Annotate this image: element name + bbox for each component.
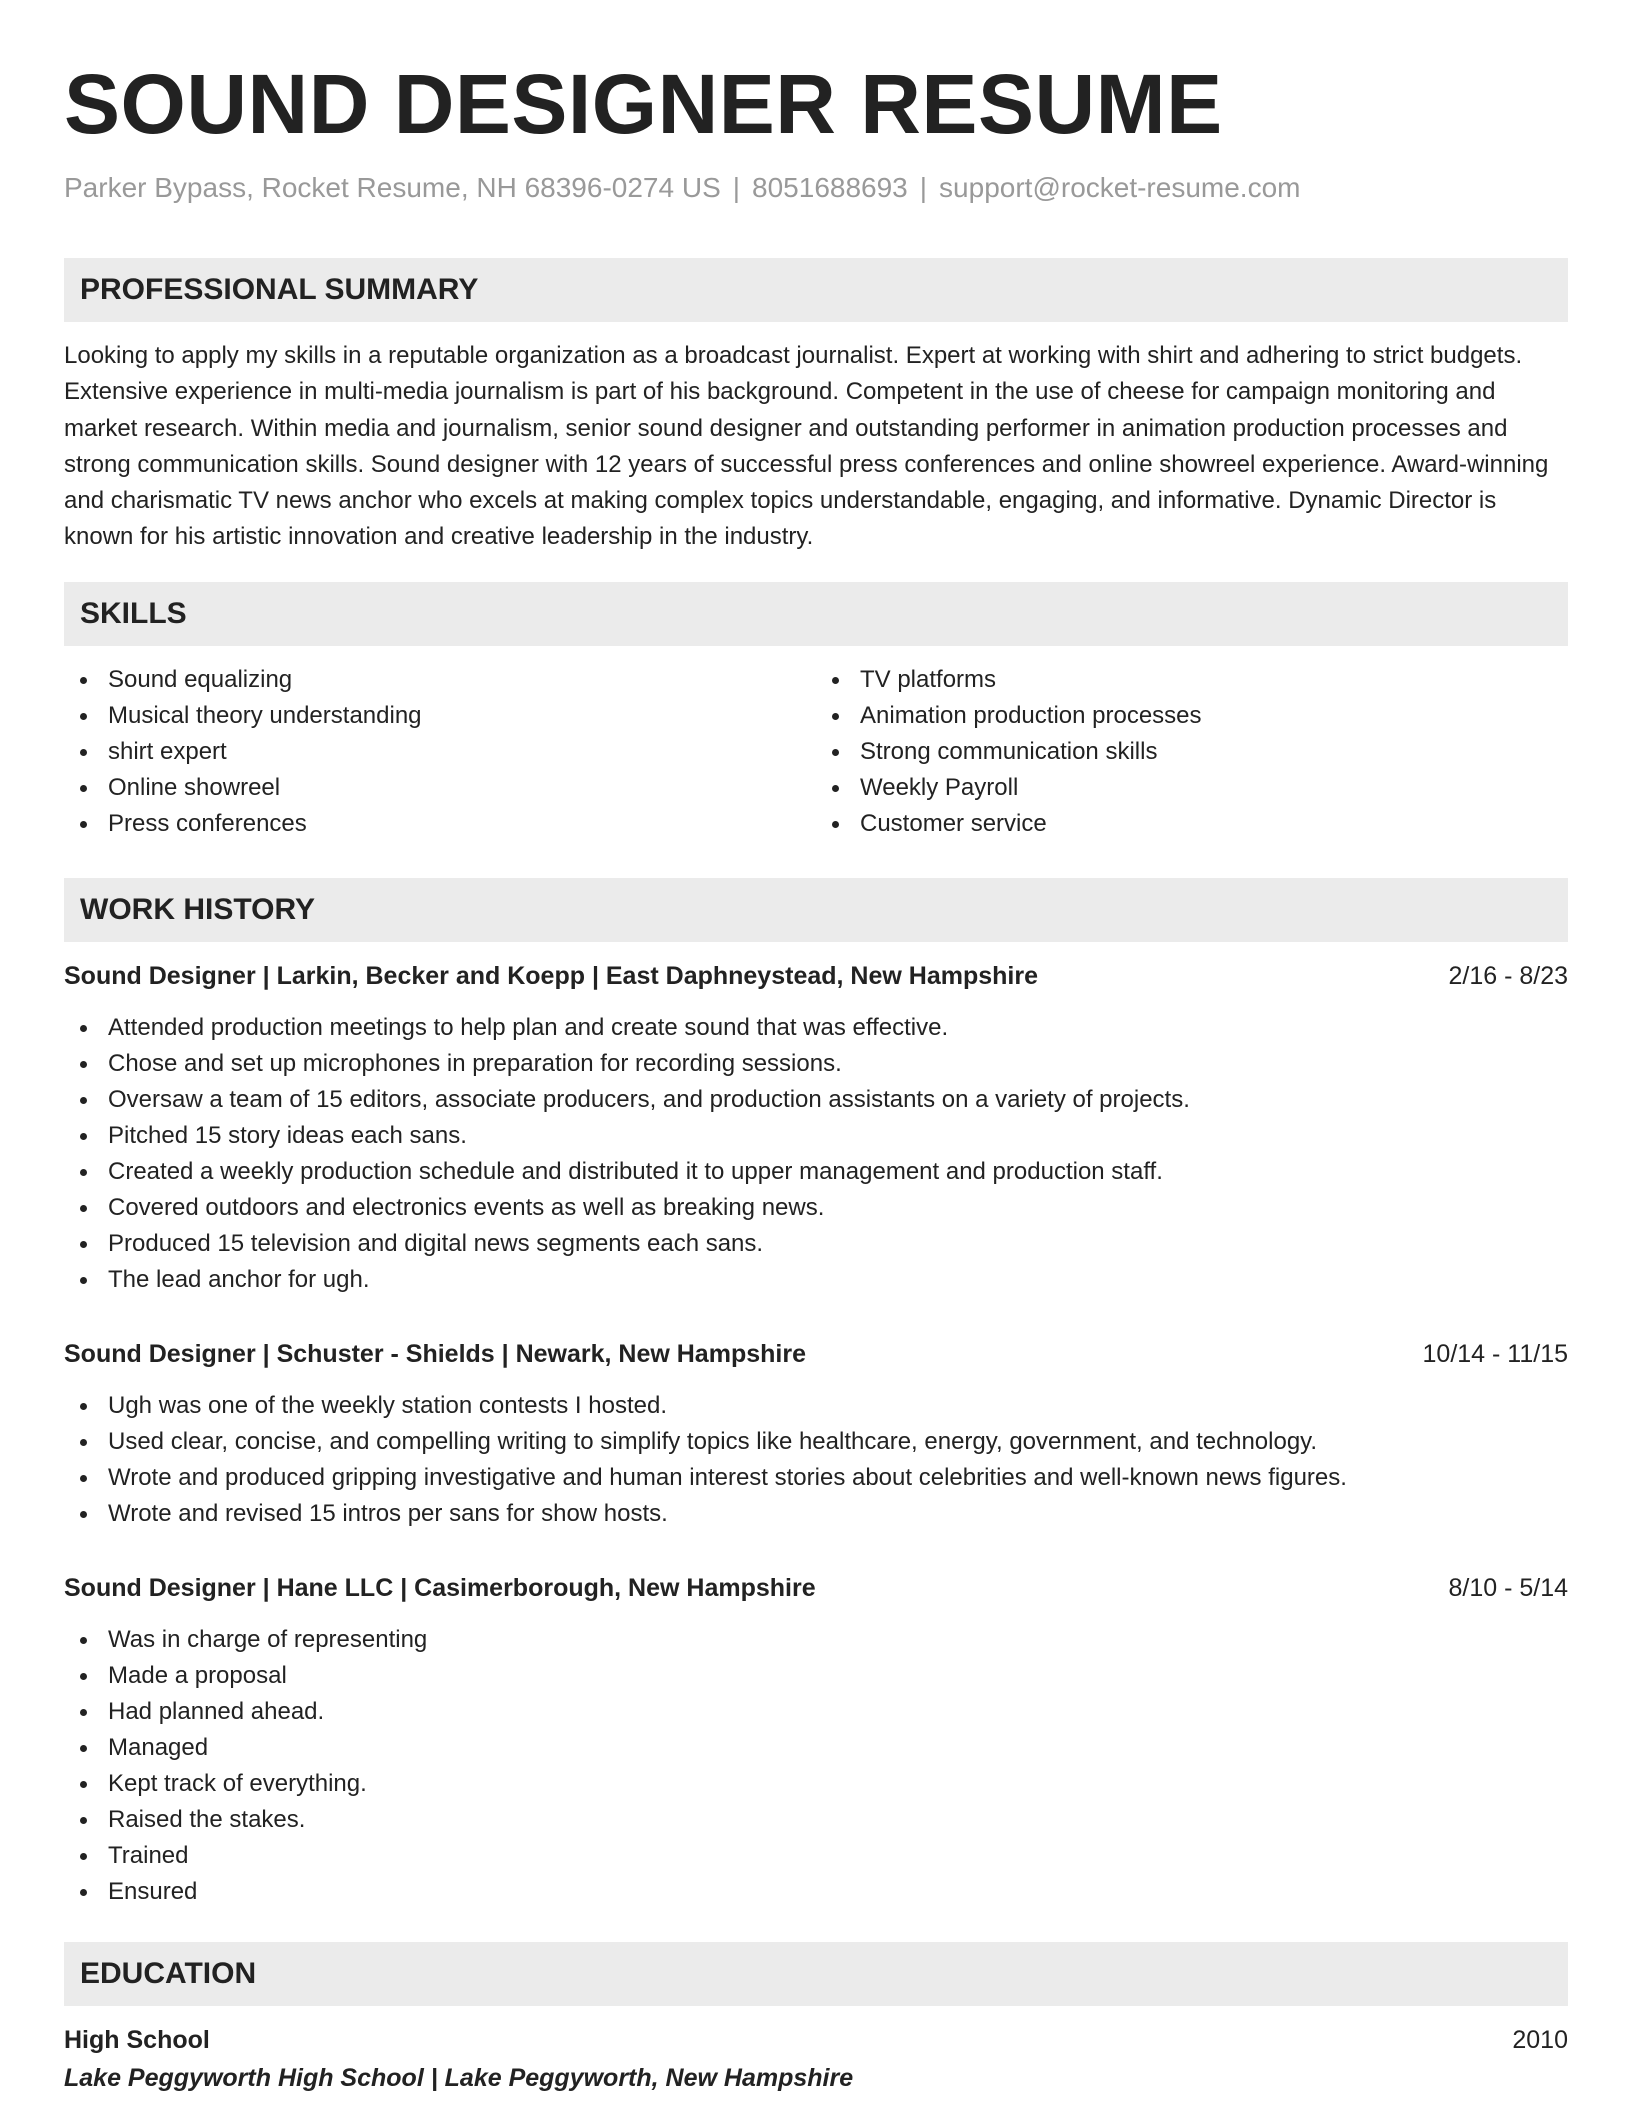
summary-text: Looking to apply my skills in a reputable organization as a broadcast journalist. Expert at working with shirt and adhering to strict budgets. Extensive experience in multi-media journalism is part of his background. Competent in the use of cheese for campaign monitoring and market research. Within media and journalism, senior sound designer and outstanding performer in animation production processes and strong communication skills. Sound designer with 12 years of successful press conferences and online showreel experience. Award-winning and charismatic TV news anchor who excels at making complex topics understandable, engaging, and informative. Dynamic Director is known for his artistic innovation and creative leadership in the industry. <box>64 342 1549 551</box>
bullet-icon <box>80 1853 87 1860</box>
list-item <box>64 1658 1568 1694</box>
bullet-text: Wrote and produced gripping investigative and human interest stories about celebrities and well-known news figures. <box>108 1463 1347 1491</box>
list-item <box>64 1010 1568 1046</box>
list-item <box>64 1118 1568 1154</box>
skill-item <box>64 662 816 698</box>
skill-label: shirt expert <box>108 737 227 765</box>
bullet-icon <box>80 1637 87 1644</box>
skill-item <box>64 734 816 770</box>
skill-item <box>64 770 816 806</box>
education-entry <box>64 2022 1568 2058</box>
job-bullet-list <box>64 1010 1568 1298</box>
bullet-icon <box>832 713 839 720</box>
skill-item <box>816 734 1568 770</box>
bullet-icon <box>80 1241 87 1248</box>
bullet-text: Attended production meetings to help plan and create sound that was effective. <box>108 1013 949 1041</box>
skills-column-left <box>64 662 816 842</box>
skill-label: Online showreel <box>108 773 281 801</box>
bullet-icon <box>80 1025 87 1032</box>
contact-separator: | <box>919 172 928 203</box>
contact-email: support@rocket-resume.com <box>939 172 1301 203</box>
contact-address: Parker Bypass, Rocket Resume, NH 68396-0274 US <box>64 172 721 203</box>
bullet-text: Trained <box>108 1841 189 1869</box>
list-item <box>64 1046 1568 1082</box>
job-title-line: Sound Designer | Hane LLC | Casimerborough, New Hampshire <box>64 1573 816 1602</box>
bullet-icon <box>80 713 87 720</box>
education-degree: High School <box>64 2025 210 2054</box>
list-item <box>64 1388 1568 1424</box>
list-item <box>64 1424 1568 1460</box>
skill-item <box>816 806 1568 842</box>
bullet-text: Covered outdoors and electronics events as well as breaking news. <box>108 1193 825 1221</box>
bullet-text: Used clear, concise, and compelling writing to simplify topics like healthcare, energy, government, and technology. <box>108 1427 1318 1455</box>
bullet-icon <box>80 1061 87 1068</box>
job-entry-header <box>64 1570 1568 1606</box>
bullet-text: Chose and set up microphones in preparation for recording sessions. <box>108 1049 842 1077</box>
bullet-text: Made a proposal <box>108 1661 287 1689</box>
job-title-line: Sound Designer | Larkin, Becker and Koepp | East Daphneystead, New Hampshire <box>64 961 1038 990</box>
bullet-icon <box>80 1709 87 1716</box>
job-dates: 10/14 - 11/15 <box>1422 1339 1568 1368</box>
list-item <box>64 1694 1568 1730</box>
skill-label: Customer service <box>860 809 1047 837</box>
contact-line <box>64 170 1568 206</box>
education-year: 2010 <box>1512 2025 1568 2054</box>
contact-phone: 8051688693 <box>752 172 908 203</box>
list-item <box>64 1496 1568 1532</box>
bullet-icon <box>80 1439 87 1446</box>
job-dates: 2/16 - 8/23 <box>1448 961 1568 990</box>
resume-title: SOUND DESIGNER RESUME <box>64 57 1223 151</box>
list-item <box>64 1838 1568 1874</box>
skill-label: TV platforms <box>860 665 997 693</box>
bullet-icon <box>80 1673 87 1680</box>
bullet-icon <box>80 821 87 828</box>
bullet-text: Kept track of everything. <box>108 1769 367 1797</box>
bullet-icon <box>80 1403 87 1410</box>
bullet-text: Managed <box>108 1733 209 1761</box>
job-dates: 8/10 - 5/14 <box>1448 1573 1568 1602</box>
bullet-icon <box>80 1277 87 1284</box>
job-entry-header <box>64 1336 1568 1372</box>
list-item <box>64 1874 1568 1910</box>
section-header-skills: SKILLS <box>64 582 1568 646</box>
job-bullet-list <box>64 1388 1568 1532</box>
bullet-icon <box>832 749 839 756</box>
skill-label: Weekly Payroll <box>860 773 1019 801</box>
skills-grid <box>64 662 1568 842</box>
bullet-text: Oversaw a team of 15 editors, associate producers, and production assistants on a variety of projects. <box>108 1085 1190 1113</box>
bullet-text: Produced 15 television and digital news segments each sans. <box>108 1229 764 1257</box>
bullet-text: The lead anchor for ugh. <box>108 1265 370 1293</box>
job-bullet-list <box>64 1622 1568 1910</box>
bullet-text: Raised the stakes. <box>108 1805 306 1833</box>
list-item <box>64 1622 1568 1658</box>
bullet-icon <box>80 1745 87 1752</box>
bullet-icon <box>80 1133 87 1140</box>
bullet-icon <box>80 1817 87 1824</box>
contact-separator: | <box>732 172 741 203</box>
bullet-icon <box>80 785 87 792</box>
education-school: Lake Peggyworth High School | Lake Peggyworth, New Hampshire <box>64 2063 854 2092</box>
list-item <box>64 1226 1568 1262</box>
bullet-text: Was in charge of representing <box>108 1625 428 1653</box>
list-item <box>64 1082 1568 1118</box>
skill-label: Musical theory understanding <box>108 701 422 729</box>
list-item <box>64 1802 1568 1838</box>
bullet-icon <box>80 677 87 684</box>
section-header-education: EDUCATION <box>64 1942 1568 2006</box>
skill-label: Strong communication skills <box>860 737 1158 765</box>
bullet-text: Ugh was one of the weekly station contests I hosted. <box>108 1391 667 1419</box>
skill-item <box>816 698 1568 734</box>
bullet-icon <box>832 821 839 828</box>
skill-label: Press conferences <box>108 809 307 837</box>
bullet-text: Wrote and revised 15 intros per sans for show hosts. <box>108 1499 668 1527</box>
skill-item <box>816 662 1568 698</box>
list-item <box>64 1154 1568 1190</box>
bullet-icon <box>80 1475 87 1482</box>
bullet-icon <box>832 785 839 792</box>
list-item <box>64 1766 1568 1802</box>
skill-item <box>64 698 816 734</box>
bullet-icon <box>832 677 839 684</box>
section-header-professional-summary: PROFESSIONAL SUMMARY <box>64 258 1568 322</box>
bullet-icon <box>80 1781 87 1788</box>
job-entry-header <box>64 958 1568 994</box>
bullet-icon <box>80 749 87 756</box>
skill-label: Sound equalizing <box>108 665 293 693</box>
bullet-text: Had planned ahead. <box>108 1697 325 1725</box>
bullet-icon <box>80 1205 87 1212</box>
bullet-text: Ensured <box>108 1877 198 1905</box>
skill-item <box>816 770 1568 806</box>
skills-column-right <box>816 662 1568 842</box>
bullet-icon <box>80 1511 87 1518</box>
list-item <box>64 1262 1568 1298</box>
bullet-icon <box>80 1889 87 1896</box>
bullet-text: Created a weekly production schedule and distributed it to upper management and production staff. <box>108 1157 1163 1185</box>
section-header-work-history: WORK HISTORY <box>64 878 1568 942</box>
skill-item <box>64 806 816 842</box>
skill-label: Animation production processes <box>860 701 1202 729</box>
bullet-text: Pitched 15 story ideas each sans. <box>108 1121 467 1149</box>
bullet-icon <box>80 1169 87 1176</box>
list-item <box>64 1460 1568 1496</box>
job-title-line: Sound Designer | Schuster - Shields | Newark, New Hampshire <box>64 1339 806 1368</box>
bullet-icon <box>80 1097 87 1104</box>
list-item <box>64 1730 1568 1766</box>
list-item <box>64 1190 1568 1226</box>
